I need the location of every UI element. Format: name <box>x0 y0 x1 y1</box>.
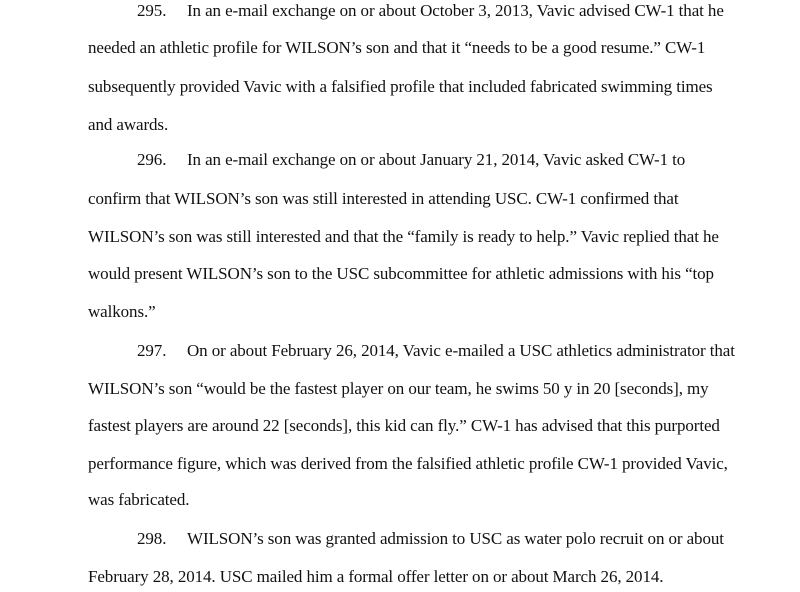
paragraph-line: WILSON’s son was still interested and that the “family is ready to help.” Vavic replied that he <box>88 227 719 246</box>
paragraph-number: 296. <box>137 150 167 169</box>
paragraph-line: needed an athletic profile for WILSON’s son and that it “needs to be a good resume.” CW-1 <box>88 38 706 57</box>
paragraph-line: walkons.” <box>88 302 156 321</box>
paragraph-number: 298. <box>137 529 167 548</box>
paragraph-line: 295. In an e-mail exchange on or about October 3, 2013, Vavic advised CW-1 that he <box>137 1 724 20</box>
paragraph-line: 296. In an e-mail exchange on or about January 21, 2014, Vavic asked CW-1 to <box>137 150 686 169</box>
paragraph-line: confirm that WILSON’s son was still interested in attending USC. CW-1 confirmed that <box>88 189 679 208</box>
paragraph-line: WILSON’s son “would be the fastest player on our team, he swims 50 y in 20 [seconds], my <box>88 379 709 398</box>
paragraph-number: 297. <box>137 341 167 360</box>
paragraph-number: 295. <box>137 1 167 20</box>
paragraph-line: 297. On or about February 26, 2014, Vavic e-mailed a USC athletics administrator that <box>137 341 735 360</box>
paragraph-line: subsequently provided Vavic with a falsified profile that included fabricated swimming times <box>88 77 713 96</box>
paragraph-line: and awards. <box>88 115 169 134</box>
paragraph-line: 298. WILSON’s son was granted admission to USC as water polo recruit on or about <box>137 529 724 548</box>
paragraph-line: was fabricated. <box>88 490 190 509</box>
paragraph-line: fastest players are around 22 [seconds], this kid can fly.” CW-1 has advised that this purported <box>88 416 720 435</box>
paragraph-line: February 28, 2014. USC mailed him a formal offer letter on or about March 26, 2014. <box>88 567 664 586</box>
paragraph-line: performance figure, which was derived from the falsified athletic profile CW-1 provided Vavic, <box>88 454 728 473</box>
paragraph-line: would present WILSON’s son to the USC subcommittee for athletic admissions with his “top <box>88 264 714 283</box>
